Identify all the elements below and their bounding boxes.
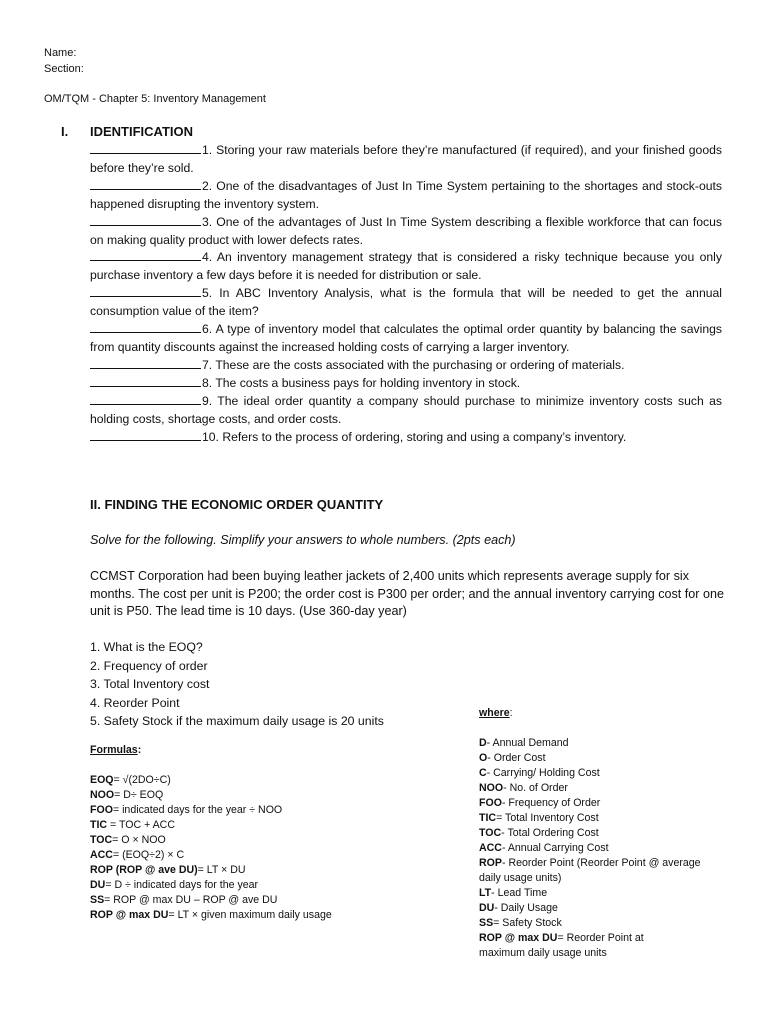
question-item: 2. Frequency of order <box>90 658 208 673</box>
where-heading: where: <box>479 707 513 719</box>
identification-list <box>90 142 722 446</box>
definition-line: ROP @ max DU= Reorder Point at maximum daily usage units <box>479 932 644 959</box>
identification-item: 5. In ABC Inventory Analysis, what is the formula that will be needed to get the annual consumption value of the item? <box>90 286 722 319</box>
definition-line: SS= Safety Stock <box>479 917 562 929</box>
course-title: OM/TQM - Chapter 5: Inventory Management <box>44 93 266 105</box>
question-item: 4. Reorder Point <box>90 695 180 710</box>
part1-numeral: I. <box>61 124 69 139</box>
identification-item: 2. One of the disadvantages of Just In Time System pertaining to the shortages and stock-outs happened disrupting the inventory system. <box>90 178 722 211</box>
identification-item: 3. One of the advantages of Just In Time System describing a flexible workforce that can focus on making quality product with lower defects rates. <box>90 214 722 247</box>
problem-statement: CCMST Corporation had been buying leather jackets of 2,400 units which represents average supply for six months. The cost per unit is P200; the order cost is P300 per order; and the annual inventory carrying cost for one unit is P50. The lead time is 10 days. (Use 360-day year) <box>90 569 725 618</box>
answer-blank[interactable] <box>90 321 201 333</box>
identification-item: 10. Refers to the process of ordering, storing and using a company’s inventory. <box>90 429 722 447</box>
formula-line: TOC= O × NOO <box>90 834 166 846</box>
identification-item: 6. A type of inventory model that calculates the optimal order quantity by balancing the savings from quantity discounts against the increased holding costs of carrying a larger inventory. <box>90 322 722 354</box>
answer-blank[interactable] <box>90 357 201 369</box>
identification-item: 4. An inventory management strategy that is considered a risky technique because you only purchase inventory a few days before it is needed for distribution or sale. <box>90 250 722 283</box>
answer-blank[interactable] <box>90 285 201 297</box>
definition-line: DU- Daily Usage <box>479 902 558 914</box>
definition-line: ROP- Reorder Point (Reorder Point @ average daily usage units) <box>479 857 701 884</box>
identification-item: 8. The costs a business pays for holding inventory in stock. <box>90 375 722 393</box>
formula-line: NOO= D÷ EOQ <box>90 789 164 801</box>
formula-line: DU= D ÷ indicated days for the year <box>90 879 259 891</box>
identification-item: 9. The ideal order quantity a company should purchase to minimize inventory costs such as holding costs, shortage costs, and order costs. <box>90 393 722 426</box>
answer-blank[interactable] <box>90 142 201 154</box>
formula-line: SS= ROP @ max DU – ROP @ ave DU <box>90 894 278 906</box>
definition-line: FOO- Frequency of Order <box>479 797 601 809</box>
identification-item: 7. These are the costs associated with the purchasing or ordering of materials. <box>90 357 722 375</box>
where-list <box>479 736 729 961</box>
answer-blank[interactable] <box>90 393 201 405</box>
answer-blank[interactable] <box>90 214 201 226</box>
answer-blank[interactable] <box>90 178 201 190</box>
section-label: Section: <box>44 63 84 75</box>
question-item: 3. Total Inventory cost <box>90 677 210 691</box>
definition-line: ACC- Annual Carrying Cost <box>479 842 609 854</box>
formula-line: ACC= (EOQ÷2) × C <box>90 849 185 861</box>
identification-item: 1. Storing your raw materials before they’re manufactured (if required), and your finished goods before they’re sold. <box>90 143 722 175</box>
answer-blank[interactable] <box>90 429 201 441</box>
formulas-list <box>90 773 332 923</box>
definition-line: C- Carrying/ Holding Cost <box>479 767 600 779</box>
formula-line: FOO= indicated days for the year ÷ NOO <box>90 804 283 816</box>
answer-blank[interactable] <box>90 249 201 261</box>
part2-instruction: Solve for the following. Simplify your answers to whole numbers. (2pts each) <box>90 533 516 547</box>
answer-blank[interactable] <box>90 375 201 387</box>
definition-line: NOO- No. of Order <box>479 782 568 794</box>
name-label: Name: <box>44 47 77 59</box>
formula-line: ROP @ max DU= LT × given maximum daily usage <box>90 909 332 921</box>
question-list <box>90 638 384 731</box>
definition-line: TIC= Total Inventory Cost <box>479 812 599 824</box>
definition-line: TOC- Total Ordering Cost <box>479 827 599 839</box>
formula-line: TIC = TOC + ACC <box>90 819 175 831</box>
part2-title: II. FINDING THE ECONOMIC ORDER QUANTITY <box>90 497 384 512</box>
question-item: 1. What is the EOQ? <box>90 640 203 654</box>
formula-line: EOQ= √(2DO÷C) <box>90 774 171 786</box>
part1-title: IDENTIFICATION <box>90 124 194 139</box>
definition-line: D- Annual Demand <box>479 737 569 749</box>
definition-line: LT- Lead Time <box>479 887 548 899</box>
question-item: 5. Safety Stock if the maximum daily usage is 20 units <box>90 714 384 728</box>
formulas-heading: Formulas: <box>90 744 142 756</box>
formula-line: ROP (ROP @ ave DU)= LT × DU <box>90 864 246 876</box>
definition-line: O- Order Cost <box>479 752 546 764</box>
